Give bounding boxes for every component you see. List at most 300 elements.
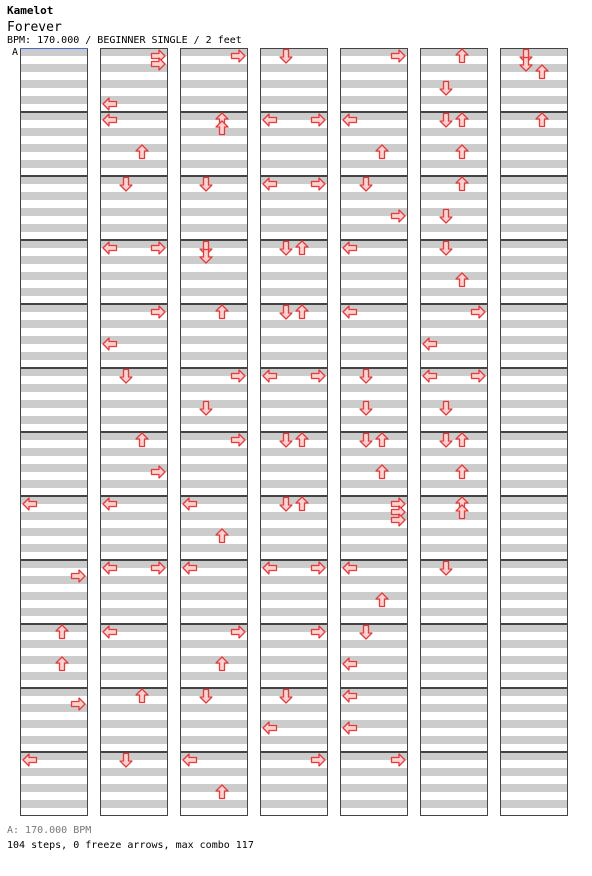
beat-stripe (260, 160, 328, 168)
beat-stripe (180, 720, 248, 728)
beat-stripe (100, 176, 168, 184)
beat-stripe (180, 480, 248, 488)
beat-stripe (260, 704, 328, 712)
beat-stripe (180, 192, 248, 200)
beat-stripe (340, 320, 408, 328)
beat-stripe (420, 512, 488, 520)
beat-stripe (420, 128, 488, 136)
beat-stripe (500, 336, 568, 344)
beat-stripe (20, 208, 88, 216)
beat-stripe (100, 480, 168, 488)
beat-stripe (20, 112, 88, 120)
beat-stripe (20, 592, 88, 600)
beat-stripe (100, 736, 168, 744)
beat-stripe (420, 288, 488, 296)
beat-stripe (20, 784, 88, 792)
beat-stripe (260, 272, 328, 280)
beat-stripe (20, 192, 88, 200)
beat-stripe (500, 128, 568, 136)
beat-stripe (180, 128, 248, 136)
beat-stripe (20, 288, 88, 296)
beat-stripe (340, 800, 408, 808)
beat-stripe (260, 464, 328, 472)
beat-stripe (180, 528, 248, 536)
beat-stripe (20, 400, 88, 408)
beat-stripe (340, 176, 408, 184)
beat-stripe (260, 576, 328, 584)
beat-stripe (340, 96, 408, 104)
beat-stripe (20, 464, 88, 472)
beat-stripe (180, 464, 248, 472)
beat-stripe (420, 384, 488, 392)
beat-stripe (500, 768, 568, 776)
beat-stripe (260, 688, 328, 696)
beat-stripe (420, 784, 488, 792)
beat-stripe (420, 48, 488, 56)
beat-stripe (420, 240, 488, 248)
beat-stripe (180, 448, 248, 456)
beat-stripe (500, 80, 568, 88)
beat-stripe (20, 96, 88, 104)
beat-stripe (20, 64, 88, 72)
beat-stripe (500, 192, 568, 200)
beat-stripe (500, 560, 568, 568)
beat-stripe (420, 224, 488, 232)
beat-stripe (180, 592, 248, 600)
beat-stripe (340, 592, 408, 600)
beat-stripe (20, 240, 88, 248)
beat-stripe (260, 336, 328, 344)
beat-stripe (260, 656, 328, 664)
beat-stripe (100, 320, 168, 328)
beat-stripe (20, 640, 88, 648)
beat-stripe (260, 192, 328, 200)
beat-stripe (180, 144, 248, 152)
beat-stripe (100, 752, 168, 760)
beat-stripe (180, 176, 248, 184)
beat-stripe (500, 416, 568, 424)
beat-stripe (500, 400, 568, 408)
beat-stripe (260, 528, 328, 536)
bpm-change-line (20, 48, 88, 49)
beat-stripe (340, 432, 408, 440)
beat-stripe (260, 544, 328, 552)
beat-stripe (500, 608, 568, 616)
beat-stripe (500, 176, 568, 184)
beat-stripe (100, 672, 168, 680)
beat-stripe (500, 480, 568, 488)
beat-stripe (20, 656, 88, 664)
beat-stripe (420, 768, 488, 776)
beat-stripe (420, 704, 488, 712)
beat-stripe (340, 528, 408, 536)
beat-stripe (260, 496, 328, 504)
beat-stripe (420, 272, 488, 280)
beat-stripe (340, 704, 408, 712)
beat-stripe (420, 752, 488, 760)
beat-stripe (180, 736, 248, 744)
beat-stripe (100, 160, 168, 168)
beat-stripe (500, 144, 568, 152)
beat-stripe (420, 208, 488, 216)
beat-stripe (420, 144, 488, 152)
beat-stripe (20, 256, 88, 264)
beat-stripe (260, 608, 328, 616)
beat-stripe (20, 608, 88, 616)
beat-stripe (260, 224, 328, 232)
beat-stripe (500, 288, 568, 296)
beat-stripe (500, 624, 568, 632)
beat-stripe (500, 352, 568, 360)
beat-stripe (340, 224, 408, 232)
beat-stripe (260, 592, 328, 600)
song-artist: Kamelot (7, 4, 54, 17)
beat-stripe (420, 256, 488, 264)
beat-stripe (420, 192, 488, 200)
beat-stripe (20, 160, 88, 168)
beat-stripe (500, 464, 568, 472)
beat-stripe (340, 128, 408, 136)
beat-stripe (260, 304, 328, 312)
beat-stripe (420, 176, 488, 184)
beat-stripe (420, 720, 488, 728)
beat-stripe (180, 240, 248, 248)
beat-stripe (260, 400, 328, 408)
beat-stripe (260, 240, 328, 248)
beat-stripe (500, 48, 568, 56)
chart-column (20, 48, 88, 816)
chart-column (260, 48, 328, 816)
beat-stripe (180, 784, 248, 792)
beat-stripe (420, 800, 488, 808)
beat-stripe (260, 768, 328, 776)
beat-stripe (260, 144, 328, 152)
beat-stripe (500, 112, 568, 120)
beat-stripe (100, 608, 168, 616)
beat-stripe (420, 112, 488, 120)
beat-stripe (180, 576, 248, 584)
beat-stripe (500, 96, 568, 104)
beat-stripe (420, 464, 488, 472)
beat-stripe (180, 304, 248, 312)
beat-stripe (180, 608, 248, 616)
beat-stripe (500, 240, 568, 248)
beat-stripe (340, 576, 408, 584)
beat-stripe (260, 784, 328, 792)
beat-stripe (20, 80, 88, 88)
beat-stripe (500, 256, 568, 264)
beat-stripe (180, 112, 248, 120)
beat-stripe (20, 736, 88, 744)
beat-stripe (420, 160, 488, 168)
beat-stripe (500, 432, 568, 440)
beat-stripe (20, 352, 88, 360)
beat-stripe (100, 208, 168, 216)
beat-stripe (100, 128, 168, 136)
beat-stripe (500, 448, 568, 456)
beat-stripe (100, 640, 168, 648)
beat-stripe (260, 480, 328, 488)
beat-stripe (500, 800, 568, 808)
beat-stripe (340, 672, 408, 680)
beat-stripe (100, 368, 168, 376)
beat-stripe (180, 656, 248, 664)
beat-stripe (260, 800, 328, 808)
beat-stripe (340, 608, 408, 616)
beat-stripe (340, 784, 408, 792)
beat-stripe (180, 272, 248, 280)
beat-stripe (20, 672, 88, 680)
beat-stripe (260, 64, 328, 72)
beat-stripe (20, 272, 88, 280)
beat-stripe (180, 160, 248, 168)
beat-stripe (100, 704, 168, 712)
beat-stripe (420, 496, 488, 504)
beat-stripe (340, 416, 408, 424)
beat-stripe (180, 768, 248, 776)
beat-stripe (20, 528, 88, 536)
beat-stripe (20, 176, 88, 184)
beat-stripe (420, 80, 488, 88)
beat-stripe (340, 544, 408, 552)
beat-stripe (420, 480, 488, 488)
beat-stripe (500, 672, 568, 680)
beat-stripe (100, 432, 168, 440)
beat-stripe (340, 336, 408, 344)
beat-stripe (500, 304, 568, 312)
beat-stripe (260, 256, 328, 264)
beat-stripe (500, 320, 568, 328)
beat-stripe (340, 736, 408, 744)
beat-stripe (260, 672, 328, 680)
beat-stripe (20, 336, 88, 344)
beat-stripe (260, 48, 328, 56)
beat-stripe (500, 368, 568, 376)
beat-stripe (500, 208, 568, 216)
beat-stripe (260, 128, 328, 136)
step-statistics: 104 steps, 0 freeze arrows, max combo 117 (7, 840, 254, 851)
beat-stripe (340, 464, 408, 472)
beat-stripe (20, 320, 88, 328)
beat-stripe (100, 768, 168, 776)
beat-stripe (180, 640, 248, 648)
beat-stripe (420, 576, 488, 584)
beat-stripe (260, 640, 328, 648)
beat-stripe (420, 448, 488, 456)
beat-stripe (500, 640, 568, 648)
beat-stripe (100, 272, 168, 280)
beat-stripe (20, 480, 88, 488)
beat-stripe (260, 512, 328, 520)
beat-stripe (340, 480, 408, 488)
beat-stripe (260, 384, 328, 392)
beat-stripe (20, 624, 88, 632)
beat-stripe (100, 512, 168, 520)
chart-column (340, 48, 408, 816)
beat-stripe (20, 512, 88, 520)
beat-stripe (420, 656, 488, 664)
beat-stripe (420, 688, 488, 696)
beat-stripe (100, 384, 168, 392)
beat-stripe (500, 384, 568, 392)
bpm-legend: A: 170.000 BPM (7, 825, 92, 836)
beat-stripe (420, 432, 488, 440)
beat-stripe (180, 672, 248, 680)
beat-stripe (340, 288, 408, 296)
beat-stripe (180, 336, 248, 344)
beat-stripe (180, 208, 248, 216)
beat-stripe (260, 208, 328, 216)
beat-stripe (20, 688, 88, 696)
beat-stripe (100, 144, 168, 152)
beat-stripe (420, 96, 488, 104)
beat-stripe (100, 416, 168, 424)
beat-stripe (180, 288, 248, 296)
beat-stripe (500, 752, 568, 760)
beat-stripe (260, 448, 328, 456)
beat-stripe (420, 64, 488, 72)
beat-stripe (20, 128, 88, 136)
song-title: Forever (7, 20, 62, 35)
beat-stripe (180, 688, 248, 696)
beat-stripe (100, 256, 168, 264)
beat-stripe (180, 512, 248, 520)
beat-stripe (100, 224, 168, 232)
beat-stripe (260, 432, 328, 440)
beat-stripe (180, 320, 248, 328)
beat-stripe (100, 544, 168, 552)
beat-stripe (180, 416, 248, 424)
beat-stripe (20, 768, 88, 776)
beat-stripe (180, 400, 248, 408)
beat-stripe (500, 736, 568, 744)
beat-stripe (340, 64, 408, 72)
beat-stripe (20, 224, 88, 232)
beat-stripe (100, 784, 168, 792)
beat-stripe (180, 64, 248, 72)
beat-stripe (340, 160, 408, 168)
beat-stripe (260, 352, 328, 360)
chart-column (100, 48, 168, 816)
beat-stripe (500, 160, 568, 168)
beat-stripe (340, 368, 408, 376)
beat-stripe (100, 688, 168, 696)
beat-stripe (260, 96, 328, 104)
beat-stripe (180, 704, 248, 712)
beat-stripe (500, 272, 568, 280)
beat-stripe (500, 224, 568, 232)
beat-stripe (420, 416, 488, 424)
beat-stripe (100, 400, 168, 408)
beat-stripe (340, 640, 408, 648)
beat-stripe (100, 80, 168, 88)
beat-stripe (20, 544, 88, 552)
beat-stripe (180, 224, 248, 232)
beat-stripe (100, 656, 168, 664)
beat-stripe (340, 400, 408, 408)
beat-stripe (20, 432, 88, 440)
beat-stripe (500, 784, 568, 792)
beat-stripe (500, 544, 568, 552)
beat-stripe (100, 576, 168, 584)
beat-stripe (340, 144, 408, 152)
beat-stripe (420, 352, 488, 360)
beat-stripe (20, 304, 88, 312)
beat-stripe (20, 800, 88, 808)
beat-stripe (420, 592, 488, 600)
beat-stripe (420, 560, 488, 568)
beat-stripe (260, 80, 328, 88)
bpm-change-marker: A (12, 47, 19, 58)
beat-stripe (340, 448, 408, 456)
beat-stripe (20, 448, 88, 456)
beat-stripe (420, 640, 488, 648)
beat-stripe (500, 592, 568, 600)
beat-stripe (340, 272, 408, 280)
beat-stripe (340, 256, 408, 264)
beat-stripe (100, 448, 168, 456)
beat-stripe (100, 528, 168, 536)
beat-stripe (260, 320, 328, 328)
beat-stripe (180, 96, 248, 104)
beat-stripe (100, 800, 168, 808)
beat-stripe (180, 384, 248, 392)
beat-stripe (420, 544, 488, 552)
beat-stripe (20, 384, 88, 392)
beat-stripe (420, 672, 488, 680)
beat-stripe (500, 576, 568, 584)
beat-stripe (100, 288, 168, 296)
beat-stripe (20, 144, 88, 152)
beat-stripe (500, 64, 568, 72)
beat-stripe (500, 704, 568, 712)
beat-stripe (180, 352, 248, 360)
beat-stripe (340, 384, 408, 392)
beat-stripe (100, 720, 168, 728)
beat-stripe (500, 528, 568, 536)
beat-stripe (500, 512, 568, 520)
beat-stripe (20, 560, 88, 568)
beat-stripe (180, 256, 248, 264)
beat-stripe (260, 416, 328, 424)
beat-stripe (500, 656, 568, 664)
beat-stripe (500, 688, 568, 696)
beat-stripe (420, 400, 488, 408)
beat-stripe (420, 320, 488, 328)
beat-stripe (260, 736, 328, 744)
beat-stripe (500, 496, 568, 504)
beat-stripe (180, 800, 248, 808)
beat-stripe (340, 80, 408, 88)
beat-stripe (180, 544, 248, 552)
chart-column (420, 48, 488, 816)
beat-stripe (340, 624, 408, 632)
beat-stripe (420, 736, 488, 744)
beat-stripe (100, 592, 168, 600)
chart-column (180, 48, 248, 816)
beat-stripe (20, 720, 88, 728)
beat-stripe (260, 288, 328, 296)
beat-stripe (340, 192, 408, 200)
beat-stripe (500, 720, 568, 728)
beat-stripe (20, 48, 88, 56)
beat-stripe (180, 80, 248, 88)
beat-stripe (420, 624, 488, 632)
beat-stripe (100, 192, 168, 200)
beat-stripe (100, 352, 168, 360)
beat-stripe (20, 368, 88, 376)
beat-stripe (420, 608, 488, 616)
